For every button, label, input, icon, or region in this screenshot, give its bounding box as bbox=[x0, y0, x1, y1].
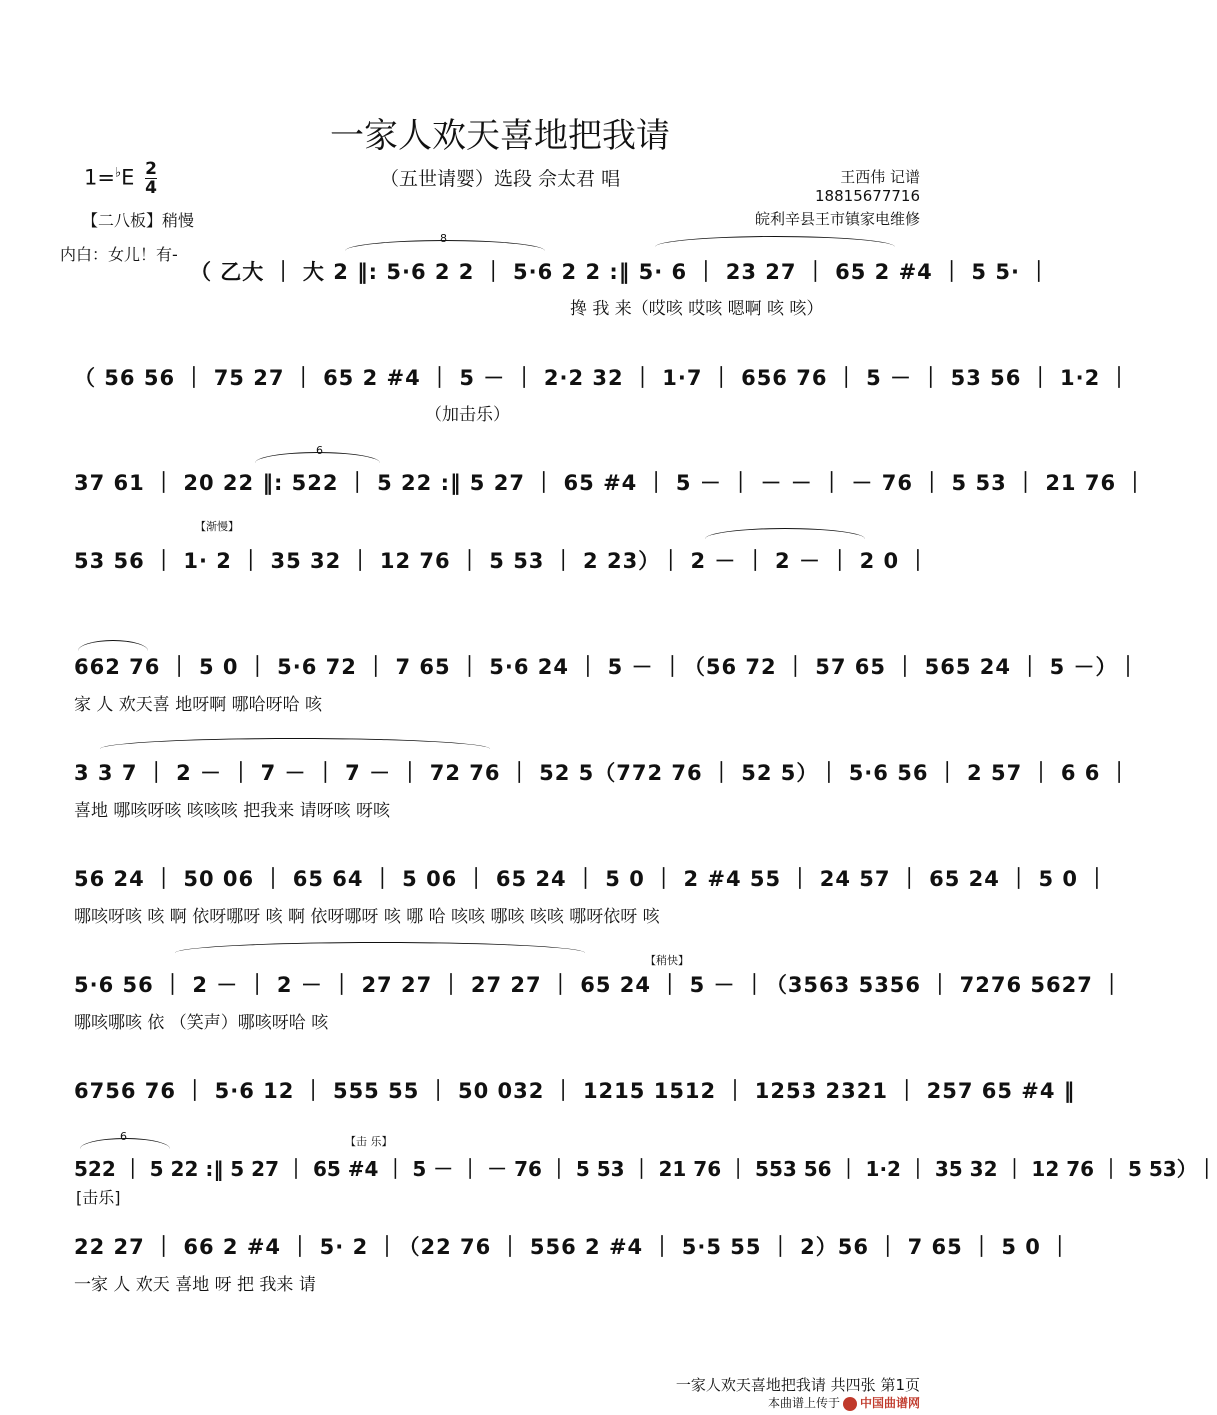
slur bbox=[705, 528, 865, 539]
score-row-3: 37 61 ｜ 20 22 ‖: 522 ｜ 5 22 :‖ 5 27 ｜ 65 #4 ｜ 5 － ｜ － － ｜ － 76 ｜ 5 53 ｜ 21 76 ｜ bbox=[74, 471, 1147, 495]
tempo-marking: 【二八板】稍慢 bbox=[82, 211, 195, 230]
score-row-8: 5·6 56 ｜ 2 － ｜ 2 － ｜ 27 27 ｜ 27 27 ｜ 65 24 ｜ 5 － ｜（3563 5356 ｜ 7276 5627 ｜ bbox=[74, 973, 1124, 997]
flat-sign: ♭ bbox=[114, 165, 122, 181]
subtitle: （五世请婴）选段 佘太君 唱 bbox=[380, 168, 621, 190]
lyric-line-4: 喜地 哪咳呀咳 咳咳咳 把我来 请呀咳 呀咳 bbox=[74, 801, 391, 821]
tuplet-6-marker: 6 bbox=[316, 444, 323, 457]
slur bbox=[78, 640, 148, 651]
slur bbox=[655, 236, 895, 247]
score-row-7: 56 24 ｜ 50 06 ｜ 65 64 ｜ 5 06 ｜ 65 24 ｜ 5 0 ｜ 2 #4 55 ｜ 24 57 ｜ 65 24 ｜ 5 0 ｜ bbox=[74, 867, 1109, 891]
slur bbox=[175, 942, 585, 953]
score-row-11: 22 27 ｜ 66 2 #4 ｜ 5· 2 ｜（22 76 ｜ 556 2 #4 ｜ 5·5 55 ｜ 2）56 ｜ 7 65 ｜ 5 0 ｜ bbox=[74, 1235, 1072, 1259]
time-signature bbox=[145, 160, 157, 197]
score-row-5: 662 76 ｜ 5 0 ｜ 5·6 72 ｜ 7 65 ｜ 5·6 24 ｜ 5 － ｜（56 72 ｜ 57 65 ｜ 565 24 ｜ 5 －）｜ bbox=[74, 655, 1140, 679]
score-row-2: （ 56 56 ｜ 75 27 ｜ 65 2 #4 ｜ 5 － ｜ 2·2 32 ｜ 1·7 ｜ 656 76 ｜ 5 － ｜ 53 56 ｜ 1·2 ｜ bbox=[74, 366, 1131, 390]
footer-page-info: 一家人欢天喜地把我请 共四张 第1页 bbox=[675, 1376, 920, 1394]
intro-speech: 内白：女儿！有- bbox=[60, 245, 178, 264]
lyric-line-7: 一家 人 欢天 喜地 呀 把 我来 请 bbox=[74, 1275, 316, 1295]
score-row-4: 53 56 ｜ 1· 2 ｜ 35 32 ｜ 12 76 ｜ 5 53 ｜ 2 23）｜ 2 － ｜ 2 － ｜ 2 0 ｜ bbox=[74, 549, 930, 573]
slur bbox=[80, 1138, 170, 1149]
key-signature bbox=[84, 160, 157, 197]
slur bbox=[345, 240, 545, 251]
slur bbox=[100, 738, 490, 749]
page-title: 一家人欢天喜地把我请 bbox=[330, 116, 670, 156]
lyric-line-6: 哪咳哪咳 依 （笑声）哪咳呀哈 咳 bbox=[74, 1013, 329, 1033]
shaokuai-marker: 【稍快】 bbox=[645, 954, 689, 967]
credit-shop: 皖利辛县王市镇家电维修 bbox=[754, 210, 920, 228]
key-tonic: E bbox=[121, 165, 135, 190]
jiyue-marker: [击乐] bbox=[76, 1188, 121, 1207]
jiyue-top-marker: 【击 乐】 bbox=[345, 1135, 393, 1148]
lyric-line-3: 家 人 欢天喜 地呀啊 哪哈呀哈 咳 bbox=[74, 695, 323, 715]
lyric-line-5: 哪咳呀咳 咳 啊 依呀哪呀 咳 啊 依呀哪呀 咳 哪 哈 咳咳 哪咳 咳咳 哪呀依呀 咳 bbox=[74, 907, 660, 927]
lyric-line-2: （加击乐） bbox=[425, 405, 510, 425]
footer-upload-text: 本曲谱上传于 bbox=[767, 1396, 840, 1410]
credit-transcriber: 王西伟 记谱 bbox=[840, 168, 920, 186]
key-prefix: 1= bbox=[84, 165, 115, 190]
score-row-10: 522 ｜ 5 22 :‖ 5 27 ｜ 65 #4 ｜ 5 － ｜ － 76 ｜ 5 53 ｜ 21 76 ｜ 553 56 ｜ 1·2 ｜ 35 32 ｜ 12 76 ｜ 5 53）｜ bbox=[74, 1157, 1217, 1181]
tuplet-8-marker: 8 bbox=[440, 232, 447, 245]
slur bbox=[255, 452, 380, 463]
score-row-1: （ 乙大 ｜ 大 2 ‖: 5·6 2 2 ｜ 5·6 2 2 :‖ 5· 6 ｜ 23 27 ｜ 65 2 #4 ｜ 5 5· ｜ bbox=[190, 260, 1051, 284]
time-numerator: 2 bbox=[145, 159, 157, 179]
footer-site-name: 中国曲谱网 bbox=[859, 1396, 920, 1410]
score-row-9: 6756 76 ｜ 5·6 12 ｜ 555 55 ｜ 50 032 ｜ 1215 1512 ｜ 1253 2321 ｜ 257 65 #4 ‖ bbox=[74, 1079, 1076, 1103]
footer-upload-note bbox=[768, 1394, 920, 1411]
score-row-6: 3 3 7 ｜ 2 － ｜ 7 － ｜ 7 － ｜ 72 76 ｜ 52 5（772 76 ｜ 52 5）｜ 5·6 56 ｜ 2 57 ｜ 6 6 ｜ bbox=[74, 761, 1131, 785]
time-denominator: 4 bbox=[145, 178, 157, 198]
jianman-marker: 【渐慢】 bbox=[195, 520, 239, 533]
credit-phone: 18815677716 bbox=[815, 187, 920, 205]
lyric-line-1: 搀 我 来（哎咳 哎咳 嗯啊 咳 咳） bbox=[570, 299, 824, 319]
tuplet-6-marker-2: 6 bbox=[120, 1130, 127, 1143]
site-logo-icon bbox=[843, 1397, 857, 1411]
